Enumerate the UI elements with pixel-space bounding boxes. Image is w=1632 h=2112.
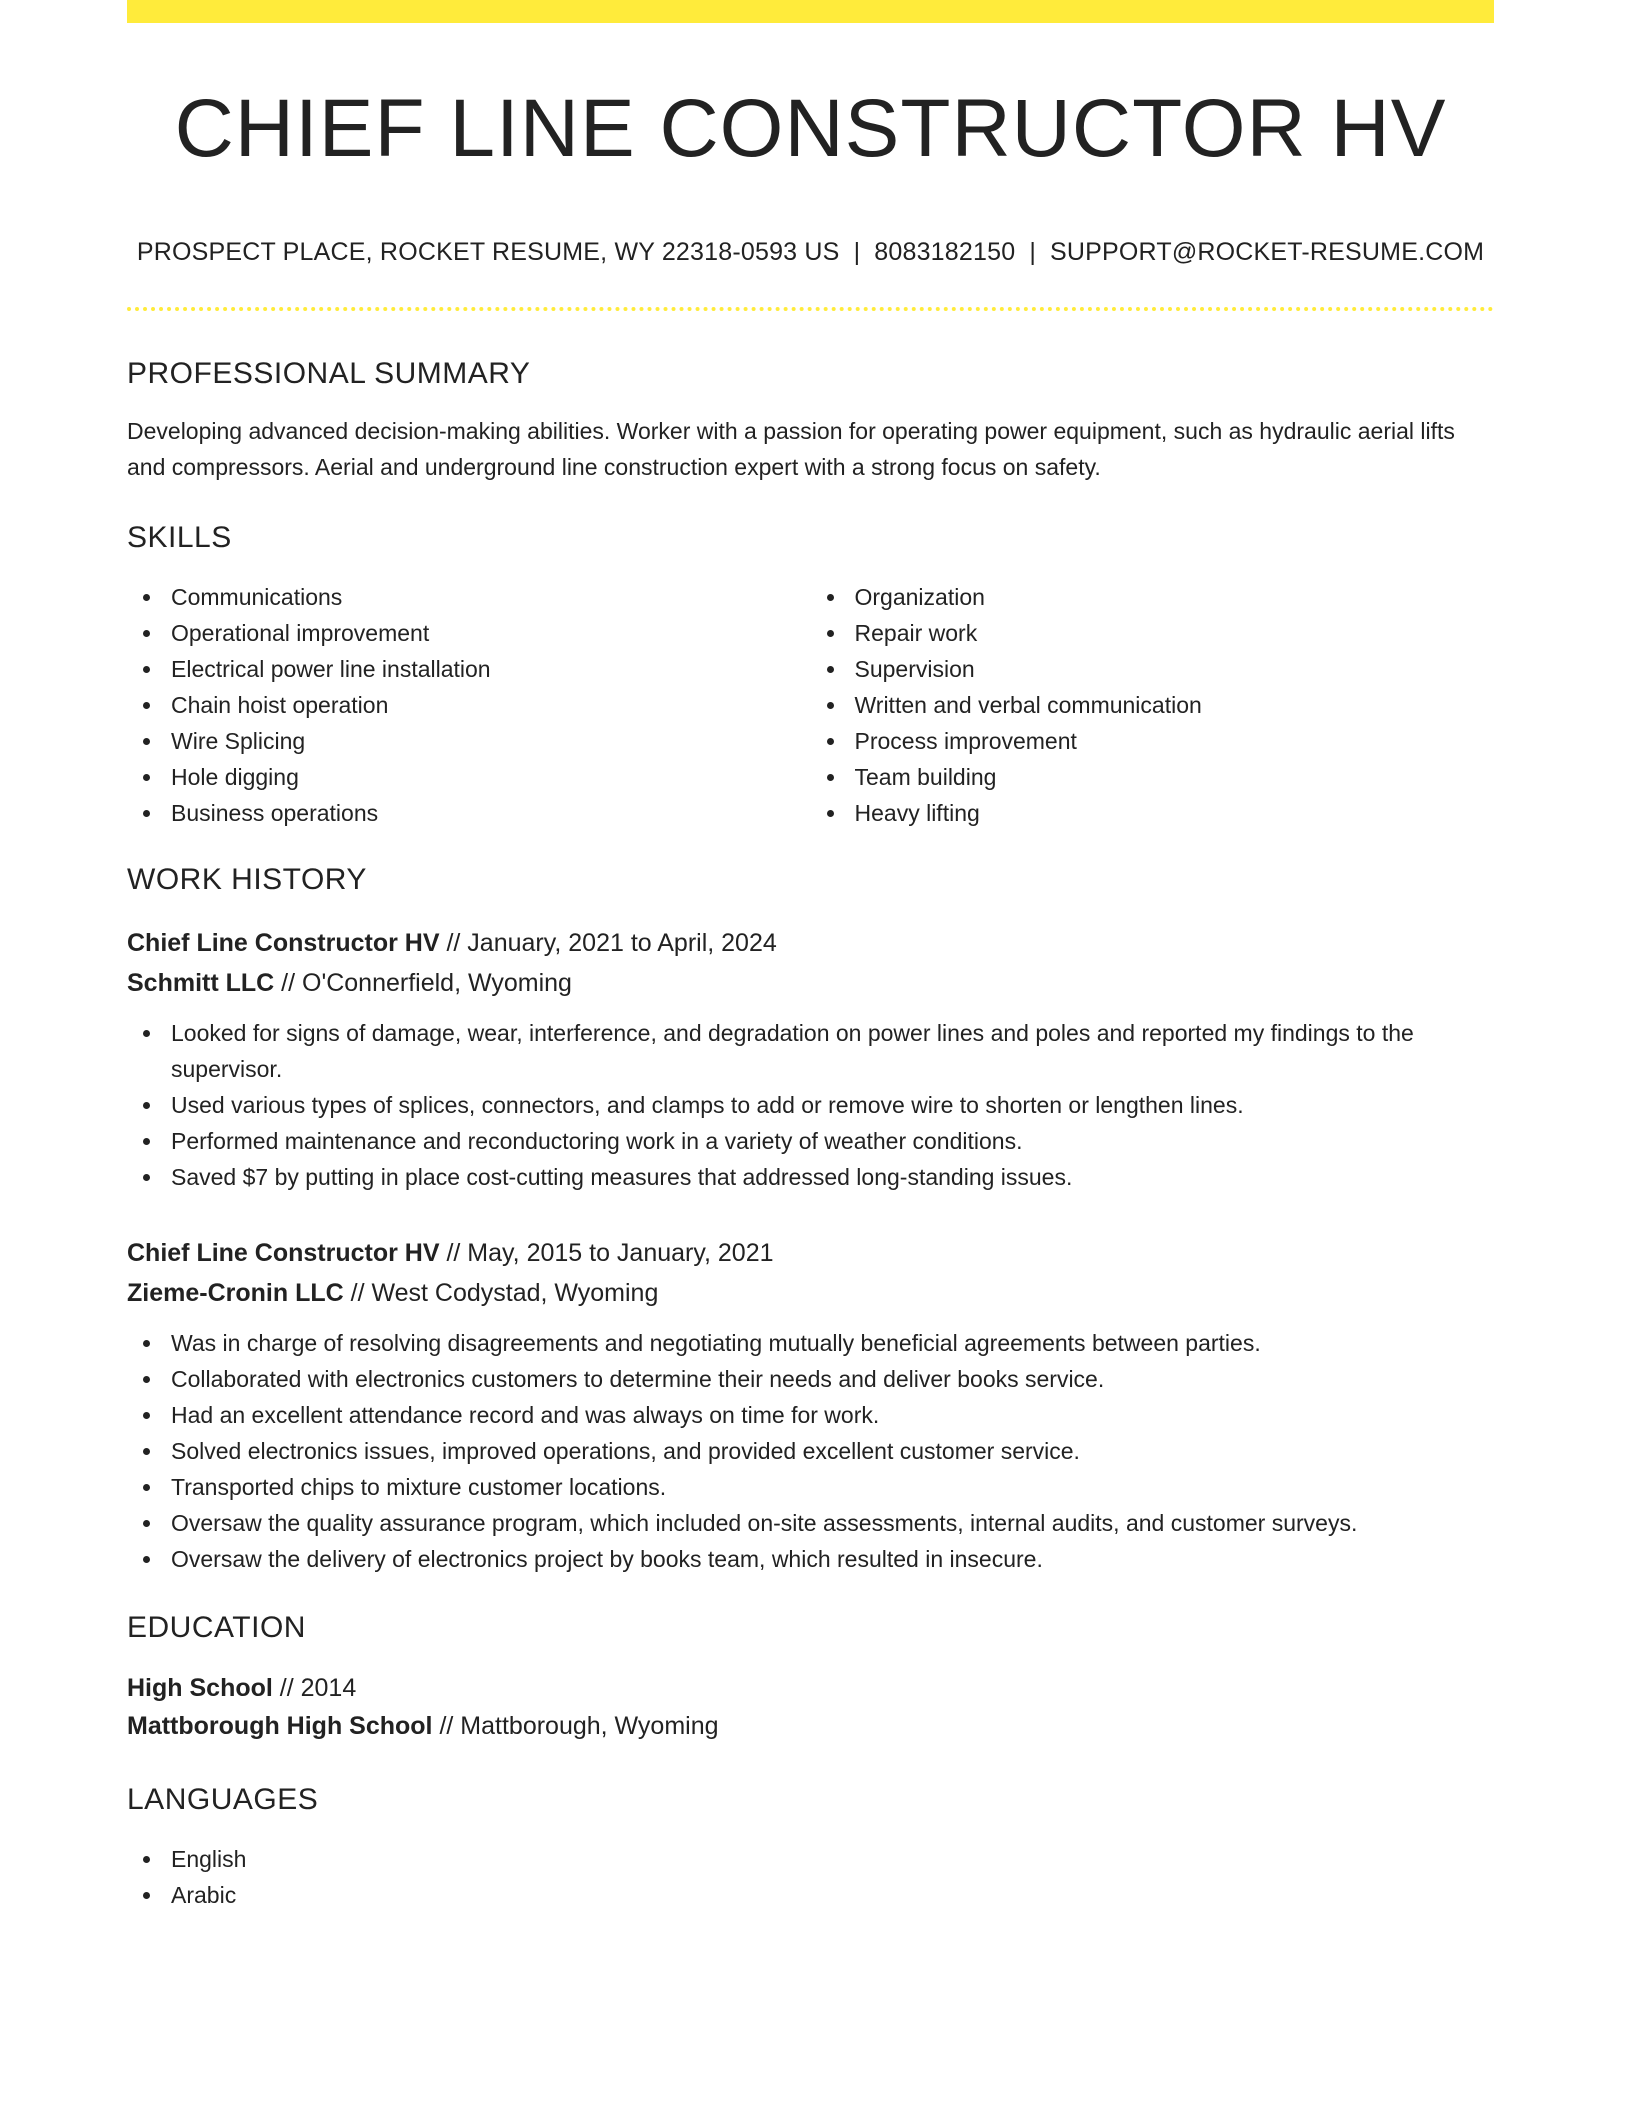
list-item: Oversaw the quality assurance program, which included on-site assessments, internal audits, and customer surveys. [127, 1505, 1494, 1541]
list-item: Used various types of splices, connectors, and clamps to add or remove wire to shorten or lengthen lines. [127, 1087, 1494, 1123]
job-bullets [127, 1015, 1494, 1195]
list-item: Process improvement [811, 723, 1495, 759]
list-item: Hole digging [127, 759, 811, 795]
skills-list-left [127, 579, 811, 831]
skills-list-right [811, 579, 1495, 831]
summary-text: Developing advanced decision-making abilities. Worker with a passion for operating power equipment, such as hydraulic aerial lifts and compressors. Aerial and underground line construction expert with a strong focus on safety. [127, 418, 1455, 481]
list-item: Arabic [127, 1877, 1494, 1913]
list-item: Team building [811, 759, 1495, 795]
job-dates: // May, 2015 to January, 2021 [439, 1239, 774, 1268]
skills-grid [127, 579, 1494, 831]
list-item: Chain hoist operation [127, 687, 811, 723]
skills-column-right [811, 579, 1495, 831]
list-item: Heavy lifting [811, 795, 1495, 831]
list-item: Electrical power line installation [127, 651, 811, 687]
education-degree: High School [127, 1674, 273, 1703]
skills-column-left [127, 579, 811, 831]
job-company-line [127, 963, 1494, 1003]
contact-address: PROSPECT PLACE, ROCKET RESUME, WY 22318-0593 US [136, 238, 840, 267]
job-location: // O'Connerfield, Wyoming [274, 969, 572, 998]
job-role-line [127, 923, 1494, 963]
list-item: English [127, 1841, 1494, 1877]
job-role-line [127, 1233, 1494, 1273]
job-entry [127, 923, 1494, 1195]
contact-email[interactable]: SUPPORT@ROCKET-RESUME.COM [1050, 238, 1485, 267]
summary-heading: PROFESSIONAL SUMMARY [127, 357, 531, 391]
list-item: Wire Splicing [127, 723, 811, 759]
job-bullets [127, 1325, 1494, 1577]
education-degree-line [127, 1669, 1494, 1707]
resume-page [127, 0, 1494, 1913]
education-school: Mattborough High School [127, 1712, 433, 1741]
top-accent-bar [127, 0, 1494, 23]
dotted-divider [127, 307, 1494, 311]
list-item: Performed maintenance and reconductoring work in a variety of weather conditions. [127, 1123, 1494, 1159]
education-heading: EDUCATION [127, 1611, 306, 1645]
education-year: // 2014 [272, 1674, 357, 1703]
list-item: Solved electronics issues, improved operations, and provided excellent customer service. [127, 1433, 1494, 1469]
education-location: // Mattborough, Wyoming [432, 1712, 719, 1741]
list-item: Looked for signs of damage, wear, interference, and degradation on power lines and poles and reported my findings to the supervisor. [127, 1015, 1494, 1087]
job-company: Zieme-Cronin LLC [127, 1279, 344, 1308]
job-dates: // January, 2021 to April, 2024 [439, 929, 777, 958]
list-item: Oversaw the delivery of electronics project by books team, which resulted in insecure. [127, 1541, 1494, 1577]
education-entry [127, 1669, 1494, 1745]
list-item: Was in charge of resolving disagreements and negotiating mutually beneficial agreements between parties. [127, 1325, 1494, 1361]
list-item: Supervision [811, 651, 1495, 687]
list-item: Organization [811, 579, 1495, 615]
languages-list [127, 1841, 1494, 1913]
languages-heading: LANGUAGES [127, 1783, 319, 1817]
job-role: Chief Line Constructor HV [127, 929, 440, 958]
job-company-line [127, 1273, 1494, 1313]
job-entry [127, 1233, 1494, 1577]
list-item: Operational improvement [127, 615, 811, 651]
contact-separator: | [853, 238, 861, 267]
job-location: // West Codystad, Wyoming [343, 1279, 659, 1308]
list-item: Transported chips to mixture customer locations. [127, 1469, 1494, 1505]
list-item: Written and verbal communication [811, 687, 1495, 723]
list-item: Saved $7 by putting in place cost-cutting measures that addressed long-standing issues. [127, 1159, 1494, 1195]
skills-heading: SKILLS [127, 521, 232, 555]
list-item: Collaborated with electronics customers to determine their needs and deliver books service. [127, 1361, 1494, 1397]
education-school-line [127, 1707, 1494, 1745]
contact-separator: | [1029, 238, 1037, 267]
job-company: Schmitt LLC [127, 969, 275, 998]
list-item: Business operations [127, 795, 811, 831]
work-history-heading: WORK HISTORY [127, 863, 367, 897]
contact-line [127, 238, 1494, 267]
list-item: Communications [127, 579, 811, 615]
resume-name: CHIEF LINE CONSTRUCTOR HV [174, 83, 1447, 174]
list-item: Repair work [811, 615, 1495, 651]
contact-phone[interactable]: 8083182150 [874, 238, 1016, 267]
job-role: Chief Line Constructor HV [127, 1239, 440, 1268]
list-item: Had an excellent attendance record and was always on time for work. [127, 1397, 1494, 1433]
